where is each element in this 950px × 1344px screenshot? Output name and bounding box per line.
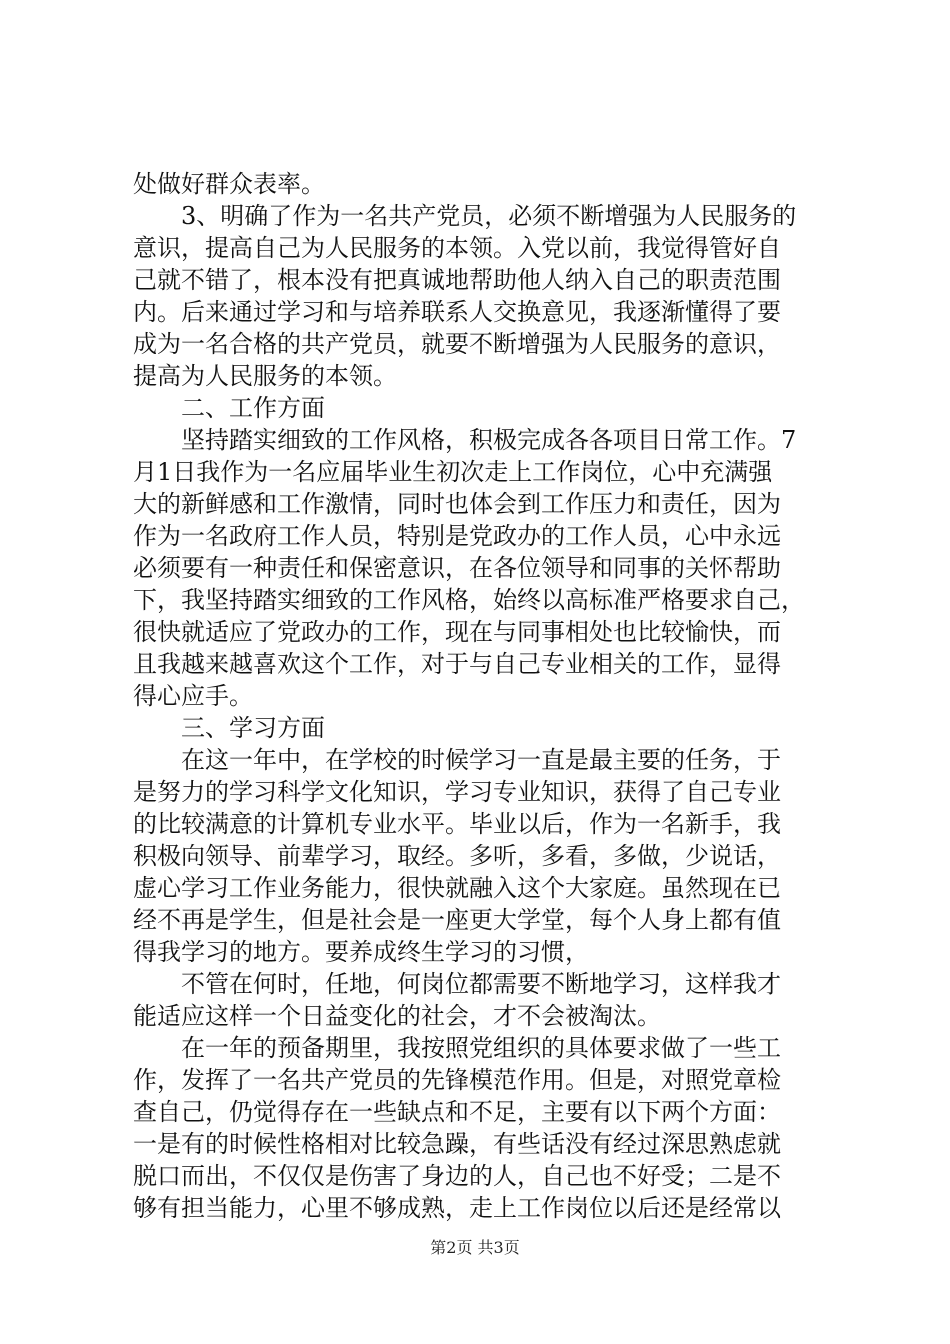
- text-line: 月1日我作为一名应届毕业生初次走上工作岗位，心中充满强: [133, 458, 773, 486]
- paragraph: [133, 712, 833, 744]
- paragraph: [133, 392, 833, 424]
- text-line: 成为一名合格的共产党员，就要不断增强为人民服务的意识，: [133, 330, 781, 358]
- text-line: 很快就适应了党政办的工作，现在与同事相处也比较愉快，而: [133, 618, 781, 646]
- text-line: 经不再是学生，但是社会是一座更大学堂，每个人身上都有值: [133, 906, 781, 934]
- text-line: 作，发挥了一名共产党员的先锋模范作用。但是，对照党章检: [133, 1066, 781, 1094]
- text-line: 提高为人民服务的本领。: [133, 362, 397, 390]
- paragraph: [133, 968, 833, 1032]
- text-line: 意识，提高自己为人民服务的本领。入党以前，我觉得管好自: [133, 234, 781, 262]
- paragraph: [133, 168, 833, 200]
- text-line: 积极向领导、前辈学习，取经。多听，多看，多做，少说话，: [133, 842, 781, 870]
- text-line: 一是有的时候性格相对比较急躁，有些话没有经过深思熟虑就: [133, 1130, 781, 1158]
- text-line: 坚持踏实细致的工作风格，积极完成各各项目日常工作。7: [181, 426, 797, 454]
- text-line: 己就不错了，根本没有把真诚地帮助他人纳入自己的职责范围: [133, 266, 781, 294]
- text-line: 下，我坚持踏实细致的工作风格，始终以高标准严格要求自己，: [133, 586, 805, 614]
- text-line: 必须要有一种责任和保密意识，在各位领导和同事的关怀帮助: [133, 554, 781, 582]
- paragraph: [133, 200, 833, 392]
- page-number: 第2页 共3页: [430, 1238, 520, 1257]
- text-line: 3、明确了作为一名共产党员，必须不断增强为人民服务的: [181, 202, 797, 230]
- text-line: 不管在何时，任地，何岗位都需要不断地学习，这样我才: [181, 970, 781, 998]
- text-line: 在一年的预备期里，我按照党组织的具体要求做了一些工: [181, 1034, 781, 1062]
- text-line: 二、工作方面: [181, 394, 325, 422]
- text-line: 能适应这样一个日益变化的社会，才不会被淘汰。: [133, 1002, 661, 1030]
- text-line: 大的新鲜感和工作激情，同时也体会到工作压力和责任，因为: [133, 490, 781, 518]
- text-line: 在这一年中，在学校的时候学习一直是最主要的任务，于: [181, 746, 781, 774]
- paragraph: [133, 424, 833, 712]
- text-line: 虚心学习工作业务能力，很快就融入这个大家庭。虽然现在已: [133, 874, 781, 902]
- text-line: 且我越来越喜欢这个工作，对于与自己专业相关的工作，显得: [133, 650, 781, 678]
- text-line: 够有担当能力，心里不够成熟，走上工作岗位以后还是经常以: [133, 1194, 781, 1222]
- text-line: 三、学习方面: [181, 714, 325, 742]
- text-line: 查自己，仍觉得存在一些缺点和不足，主要有以下两个方面：: [133, 1098, 781, 1126]
- text-line: 是努力的学习科学文化知识，学习专业知识，获得了自己专业: [133, 778, 781, 806]
- text-line: 内。后来通过学习和与培养联系人交换意见，我逐渐懂得了要: [133, 298, 781, 326]
- text-line: 得我学习的地方。要养成终生学习的习惯，: [133, 938, 589, 966]
- document-body: [133, 168, 833, 1224]
- paragraph: [133, 744, 833, 968]
- text-line: 的比较满意的计算机专业水平。毕业以后，作为一名新手，我: [133, 810, 781, 838]
- text-line: 处做好群众表率。: [133, 170, 325, 198]
- text-line: 得心应手。: [133, 682, 253, 710]
- page-footer: [0, 1238, 950, 1258]
- text-line: 作为一名政府工作人员，特别是党政办的工作人员，心中永远: [133, 522, 781, 550]
- text-line: 脱口而出，不仅仅是伤害了身边的人，自己也不好受；二是不: [133, 1162, 781, 1190]
- paragraph: [133, 1032, 833, 1224]
